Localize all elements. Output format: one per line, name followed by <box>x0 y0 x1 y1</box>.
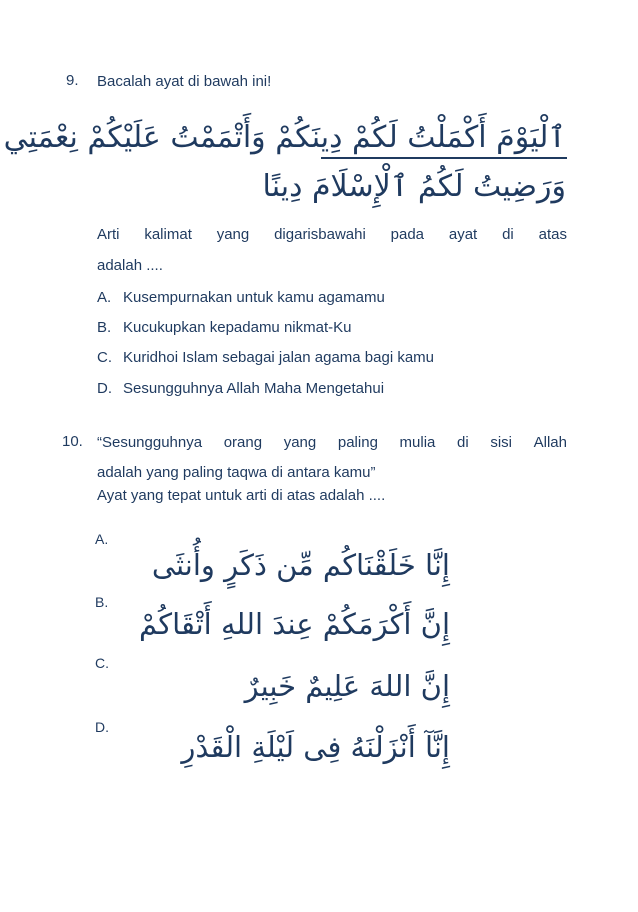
q10-option-c-arabic[interactable]: إِنَّ اللهَ عَلِيمٌ خَبِيرٌ <box>244 669 450 703</box>
q9-question-word: atas <box>538 226 567 243</box>
option-text: Kuridhoi Islam sebagai jalan agama bagi kamu <box>123 349 435 366</box>
q9-prompt: Bacalah ayat di bawah ini! <box>97 73 272 90</box>
q10-quote-word: sisi <box>490 434 513 451</box>
q10-option-d-arabic[interactable]: إِنَّآ أَنْزَلْنَهُ فِى لَيْلَةِ الْقَدْرِ <box>181 730 450 764</box>
q9-question-word: yang <box>216 226 250 243</box>
q10-quote-line2: adalah yang paling taqwa di antara kamu” <box>97 464 376 481</box>
q10-quote-word: di <box>457 434 469 451</box>
q9-ayah-line1 <box>3 118 566 158</box>
q9-question-word: pada <box>390 226 425 243</box>
q9-option-c[interactable] <box>97 348 434 368</box>
option-text: Kucukupkan kepadamu nikmat-Ku <box>123 319 352 336</box>
q9-ayah-underlined: ٱلْيَوْمَ أَكْمَلْتُ لَكُمْ دِينَكُمْ <box>275 120 566 155</box>
option-text: Kusempurnakan untuk kamu agamamu <box>123 289 385 306</box>
option-letter: D. <box>97 380 112 397</box>
q10-option-a-arabic[interactable]: إِنَّا خَلَقْنَاكُم مِّن ذَكَرٍ وأُنثَى <box>151 548 450 582</box>
q9-option-b[interactable] <box>97 318 351 338</box>
q9-question-word: di <box>502 226 514 243</box>
q9-question-line1 <box>97 225 567 245</box>
q9-ayah-line2: وَرَضِيتُ لَكُمُ ٱلْإِسْلَامَ دِينًا <box>262 169 566 204</box>
option-letter: B. <box>97 319 112 336</box>
q9-option-a[interactable] <box>97 288 385 308</box>
q10-quote-word: orang <box>223 434 263 451</box>
q10-quote-word: “Sesungguhnya <box>97 434 203 451</box>
q10-option-a-letter[interactable]: A. <box>95 531 109 547</box>
option-text: Sesungguhnya Allah Maha Mengetahui <box>123 380 385 397</box>
q10-quote-word: mulia <box>399 434 436 451</box>
q10-quote-word: Allah <box>533 434 567 451</box>
option-letter: A. <box>97 289 112 306</box>
q9-question-word: digarisbawahi <box>274 226 366 243</box>
q9-question-word: kalimat <box>144 226 192 243</box>
q9-question-line2: adalah .... <box>97 257 163 274</box>
ayah-underline <box>321 157 567 159</box>
q10-quote-word: paling <box>337 434 378 451</box>
q9-ayah-rest: وَأَتْمَمْتُ عَلَيْكُمْ نِعْمَتِي <box>3 120 266 155</box>
q10-question: Ayat yang tepat untuk arti di atas adalah .... <box>97 487 386 504</box>
q10-option-b-letter[interactable]: B. <box>95 594 109 610</box>
q9-number: 9. <box>66 72 79 89</box>
q9-question-word: ayat <box>448 226 478 243</box>
q9-option-d[interactable] <box>97 379 384 399</box>
option-letter: C. <box>97 349 112 366</box>
q10-number: 10. <box>62 433 83 450</box>
q10-option-c-letter[interactable]: C. <box>95 655 109 671</box>
q10-quote-line1 <box>97 433 567 453</box>
q10-option-b-arabic[interactable]: إِنَّ أَكْرَمَكُمْ عِندَ اللهِ أَتْقَاكُمْ <box>139 607 450 641</box>
q10-quote-word: yang <box>283 434 317 451</box>
q9-question-word: Arti <box>97 226 120 243</box>
q10-option-d-letter[interactable]: D. <box>95 719 109 735</box>
